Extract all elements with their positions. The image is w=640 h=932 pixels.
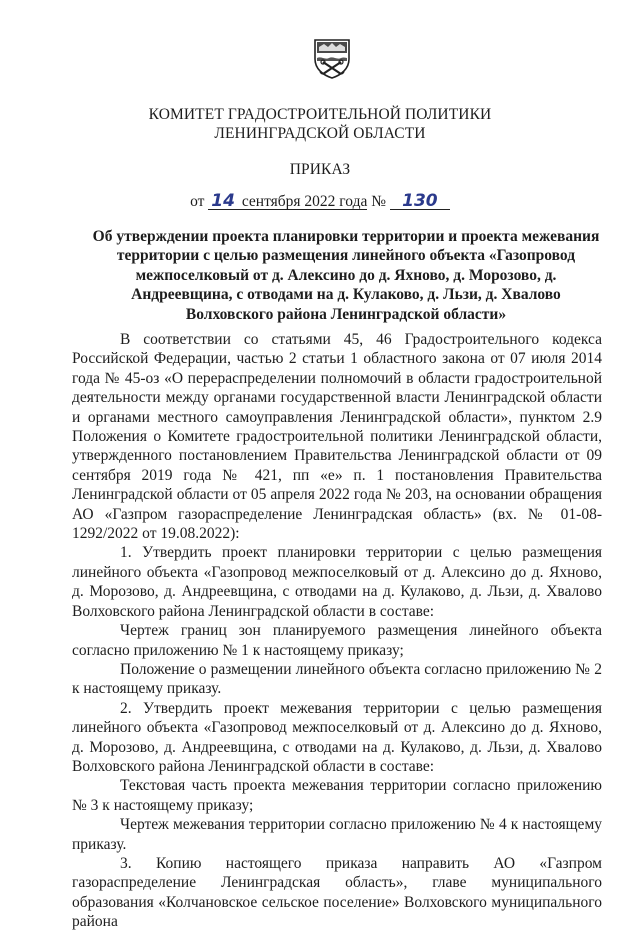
item-2-subitem-drawing: Чертеж межевания территории согласно приложению № 4 к настоящему приказу. <box>72 816 602 853</box>
order-title: Об утверждении проекта планировки территории и проекта межевания территории с целью размещения линейного объекта «Газопровод межпоселковый от д. Алексино до д. Яхново, д. Морозово, д. Андреевщина, с отводами на д. Кулаково, д. Льзи, д. Хвалово Волховского района Ленинградской области» <box>92 228 600 323</box>
coat-of-arms-icon <box>311 37 353 79</box>
order-date-line <box>0 193 640 211</box>
document-type: ПРИКАЗ <box>289 161 351 178</box>
item-1-paragraph: 1. Утвердить проект планировки территории с целью размещения линейного объекта «Газопровод межпоселковый от д. Алексино до д. Яхново, д. Морозово, д. Андреевщина, с отводами на д. Кулаково, д. Льзи, д. Хвалово Волховского района Ленинградской области в составе: <box>72 544 602 620</box>
date-field <box>208 191 368 211</box>
order-body <box>72 330 602 932</box>
item-2-paragraph: 2. Утвердить проект межевания территории с целью размещения линейного объекта «Газопровод межпоселковый от д. Алексино до д. Яхново, д. Морозово, д. Андреевщина, с отводами на д. Кулаково, д. Льзи, д. Хвалово Волховского района Ленинградской области в составе: <box>72 699 602 775</box>
date-month-year: сентября 2022 года <box>241 193 368 210</box>
preamble-paragraph: В соответствии со статьями 45, 46 Градостроительного кодекса Российской Федерации, частью 2 статьи 1 областного закона от 07 июля 2014 года № 45-оз «О перераспределении полномочий в области градостроительной деятельности между органами государственной власти Ленинградской области и органами местного самоуправления Ленинградской области», пунктом 2.9 Положения о Комитете градостроительной политики Ленинградской области, утвержденного постановлением Правительства Ленинградской области от 09 сентября 2019 года № 421, пп «е» п. 1 постановления Правительства Ленинградской области от 05 апреля 2022 года № 203, на основании обращения АО «Газпром газораспределение Ленинградская область» (вх. № 01-08-1292/2022 от 19.08.2022): <box>72 331 602 543</box>
organization-name-line-1: КОМИТЕТ ГРАДОСТРОИТЕЛЬНОЙ ПОЛИТИКИ <box>148 106 492 123</box>
item-1-subitem-regulation: Положение о размещении линейного объекта согласно приложению № 2 к настоящему приказу. <box>72 660 602 698</box>
number-sign: № <box>371 193 387 210</box>
handwritten-day: 14 <box>211 191 235 211</box>
item-2-subitem-text: Текстовая часть проекта межевания территории согласно приложению № 3 к настоящему приказу; <box>72 777 602 814</box>
date-prefix: от <box>190 193 205 210</box>
item-3-paragraph: 3. Копию настоящего приказа направить АО «Газпром газораспределение Ленинградская область», главе муниципального образования «Колчановское сельское поселение» Волховского муниципального района <box>72 854 602 931</box>
number-field <box>390 191 450 211</box>
organization-name-line-2: ЛЕНИНГРАДСКОЙ ОБЛАСТИ <box>214 125 426 142</box>
item-1-subitem-drawing: Чертеж границ зон планируемого размещения линейного объекта согласно приложению № 1 к настоящему приказу; <box>72 622 602 659</box>
handwritten-number: 130 <box>402 191 438 211</box>
